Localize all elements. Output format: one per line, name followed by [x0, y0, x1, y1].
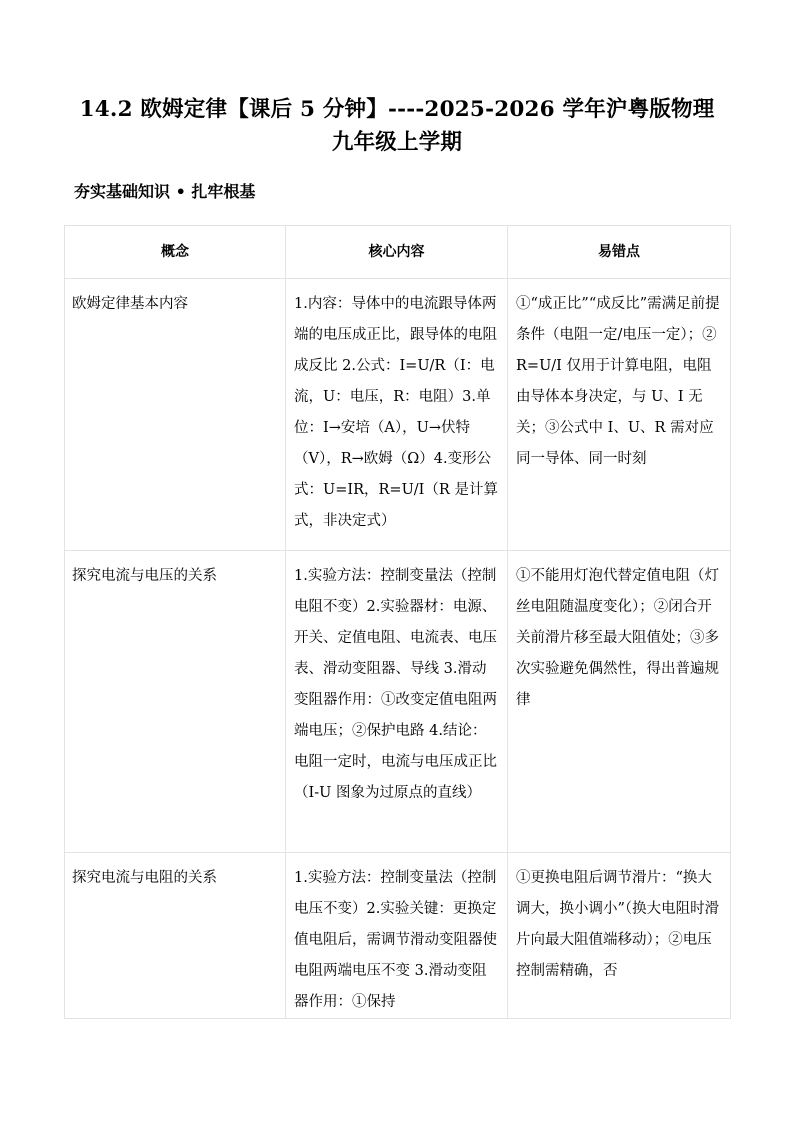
concept-cell: 欧姆定律基本内容	[65, 279, 286, 551]
document-title	[60, 93, 734, 159]
core-content-cell: 1.实验方法：控制变量法（控制电压不变）2.实验关键：更换定值电阻后，需调节滑动变阻器使电阻两端电压不变 3.滑动变阻器作用：①保持	[286, 853, 508, 1019]
table-row	[65, 279, 731, 551]
table-row	[65, 551, 731, 853]
mistakes-cell: ①更换电阻后调节滑片：“换大调大，换小调小”（换大电阻时滑片向最大阻值端移动）；②电压控制需精确，否	[508, 853, 731, 1019]
title-line-1: 14.2 欧姆定律【课后 5 分钟】----2025-2026 学年沪粤版物理	[79, 97, 715, 122]
core-content-cell: 1.内容：导体中的电流跟导体两端的电压成正比，跟导体的电阻成反比 2.公式：I=U/R（I：电流，U：电压，R：电阻）3.单位：I→安培（A），U→伏特（V），R→欧姆（Ω）4.变形公式：U=IR，R=U/I（R 是计算式，非决定式）	[286, 279, 508, 551]
core-content-cell: 1.实验方法：控制变量法（控制电阻不变）2.实验器材：电源、开关、定值电阻、电流表、电压表、滑动变阻器、导线 3.滑动变阻器作用：①改变定值电阻两端电压；②保护电路 4.结论：电阻一定时，电流与电压成正比（I-U 图象为过原点的直线）	[286, 551, 508, 853]
title-line-2: 九年级上学期	[331, 130, 463, 155]
header-core-content: 核心内容	[286, 226, 508, 279]
concept-cell: 探究电流与电压的关系	[65, 551, 286, 853]
mistakes-cell: ①不能用灯泡代替定值电阻（灯丝电阻随温度变化）；②闭合开关前滑片移至最大阻值处；③多次实验避免偶然性，得出普遍规律	[508, 551, 731, 853]
concept-table	[64, 225, 731, 1019]
mistakes-cell: ①“成正比”“成反比”需满足前提条件（电阻一定/电压一定）；②R=U/I 仅用于计算电阻，电阻由导体本身决定，与 U、I 无关；③公式中 I、U、R 需对应同一导体、同一时刻	[508, 279, 731, 551]
header-concept: 概念	[65, 226, 286, 279]
table-row	[65, 853, 731, 1019]
header-mistakes: 易错点	[508, 226, 731, 279]
section-heading: 夯实基础知识 • 扎牢根基	[74, 182, 256, 201]
table-header-row	[65, 226, 731, 279]
concept-cell: 探究电流与电阻的关系	[65, 853, 286, 1019]
